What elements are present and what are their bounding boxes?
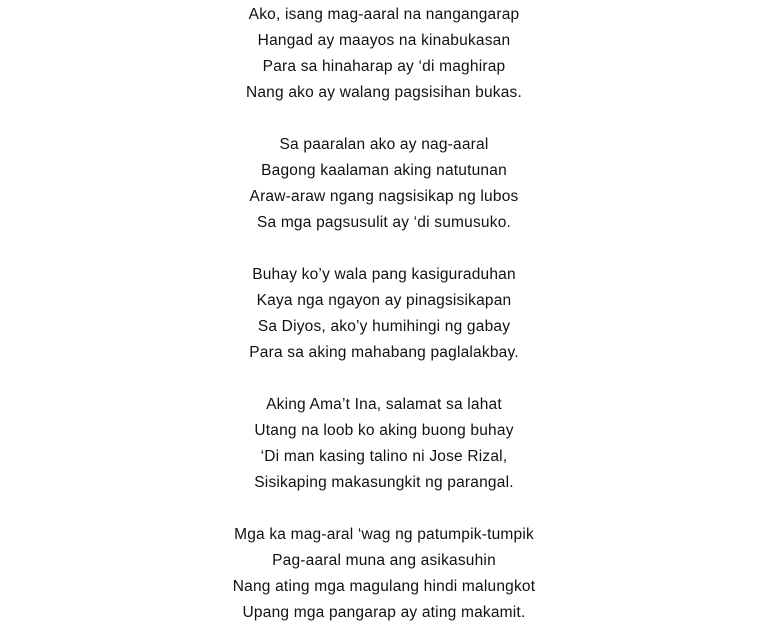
poem-line: Sa paaralan ako ay nag-aaral [279, 136, 489, 153]
poem-line: Nang ako ay walang pagsisihan bukas. [245, 84, 523, 101]
stanza-5 [0, 522, 768, 626]
poem-line: Mga ka mag-aral ‘wag ng patumpik-tumpik [234, 526, 534, 543]
poem-line: Upang mga pangarap ay ating makamit. [242, 604, 526, 621]
stanza-3 [0, 262, 768, 366]
poem-line: ‘Di man kasing talino ni Jose Rizal, [260, 448, 508, 465]
poem [0, 2, 768, 626]
poem-line: Sa Diyos, ako’y humihingi ng gabay [257, 318, 511, 335]
poem-line: Para sa hinaharap ay ‘di maghirap [262, 58, 506, 75]
poem-line: Araw-araw ngang nagsisikap ng lubos [249, 188, 519, 205]
poem-line: Bagong kaalaman aking natutunan [261, 162, 507, 179]
poem-line: Para sa aking mahabang paglalakbay. [249, 344, 519, 361]
poem-line: Aking Ama’t Ina, salamat sa lahat [266, 396, 502, 413]
poem-line: Sa mga pagsusulit ay ‘di sumusuko. [256, 214, 512, 231]
poem-line: Ako, isang mag-aaral na nangangarap [248, 6, 520, 23]
poem-line: Nang ating mga magulang hindi malungkot [232, 578, 536, 595]
poem-line: Utang na loob ko aking buong buhay [254, 422, 514, 439]
poem-line: Sisikaping makasungkit ng parangal. [254, 474, 514, 491]
poem-line: Kaya nga ngayon ay pinagsisikapan [256, 292, 512, 309]
poem-line: Pag-aaral muna ang asikasuhin [272, 552, 496, 569]
stanza-4 [0, 392, 768, 496]
stanza-1 [0, 2, 768, 106]
poem-line: Hangad ay maayos na kinabukasan [257, 32, 511, 49]
poem-line: Buhay ko’y wala pang kasiguraduhan [252, 266, 516, 283]
stanza-2 [0, 132, 768, 236]
